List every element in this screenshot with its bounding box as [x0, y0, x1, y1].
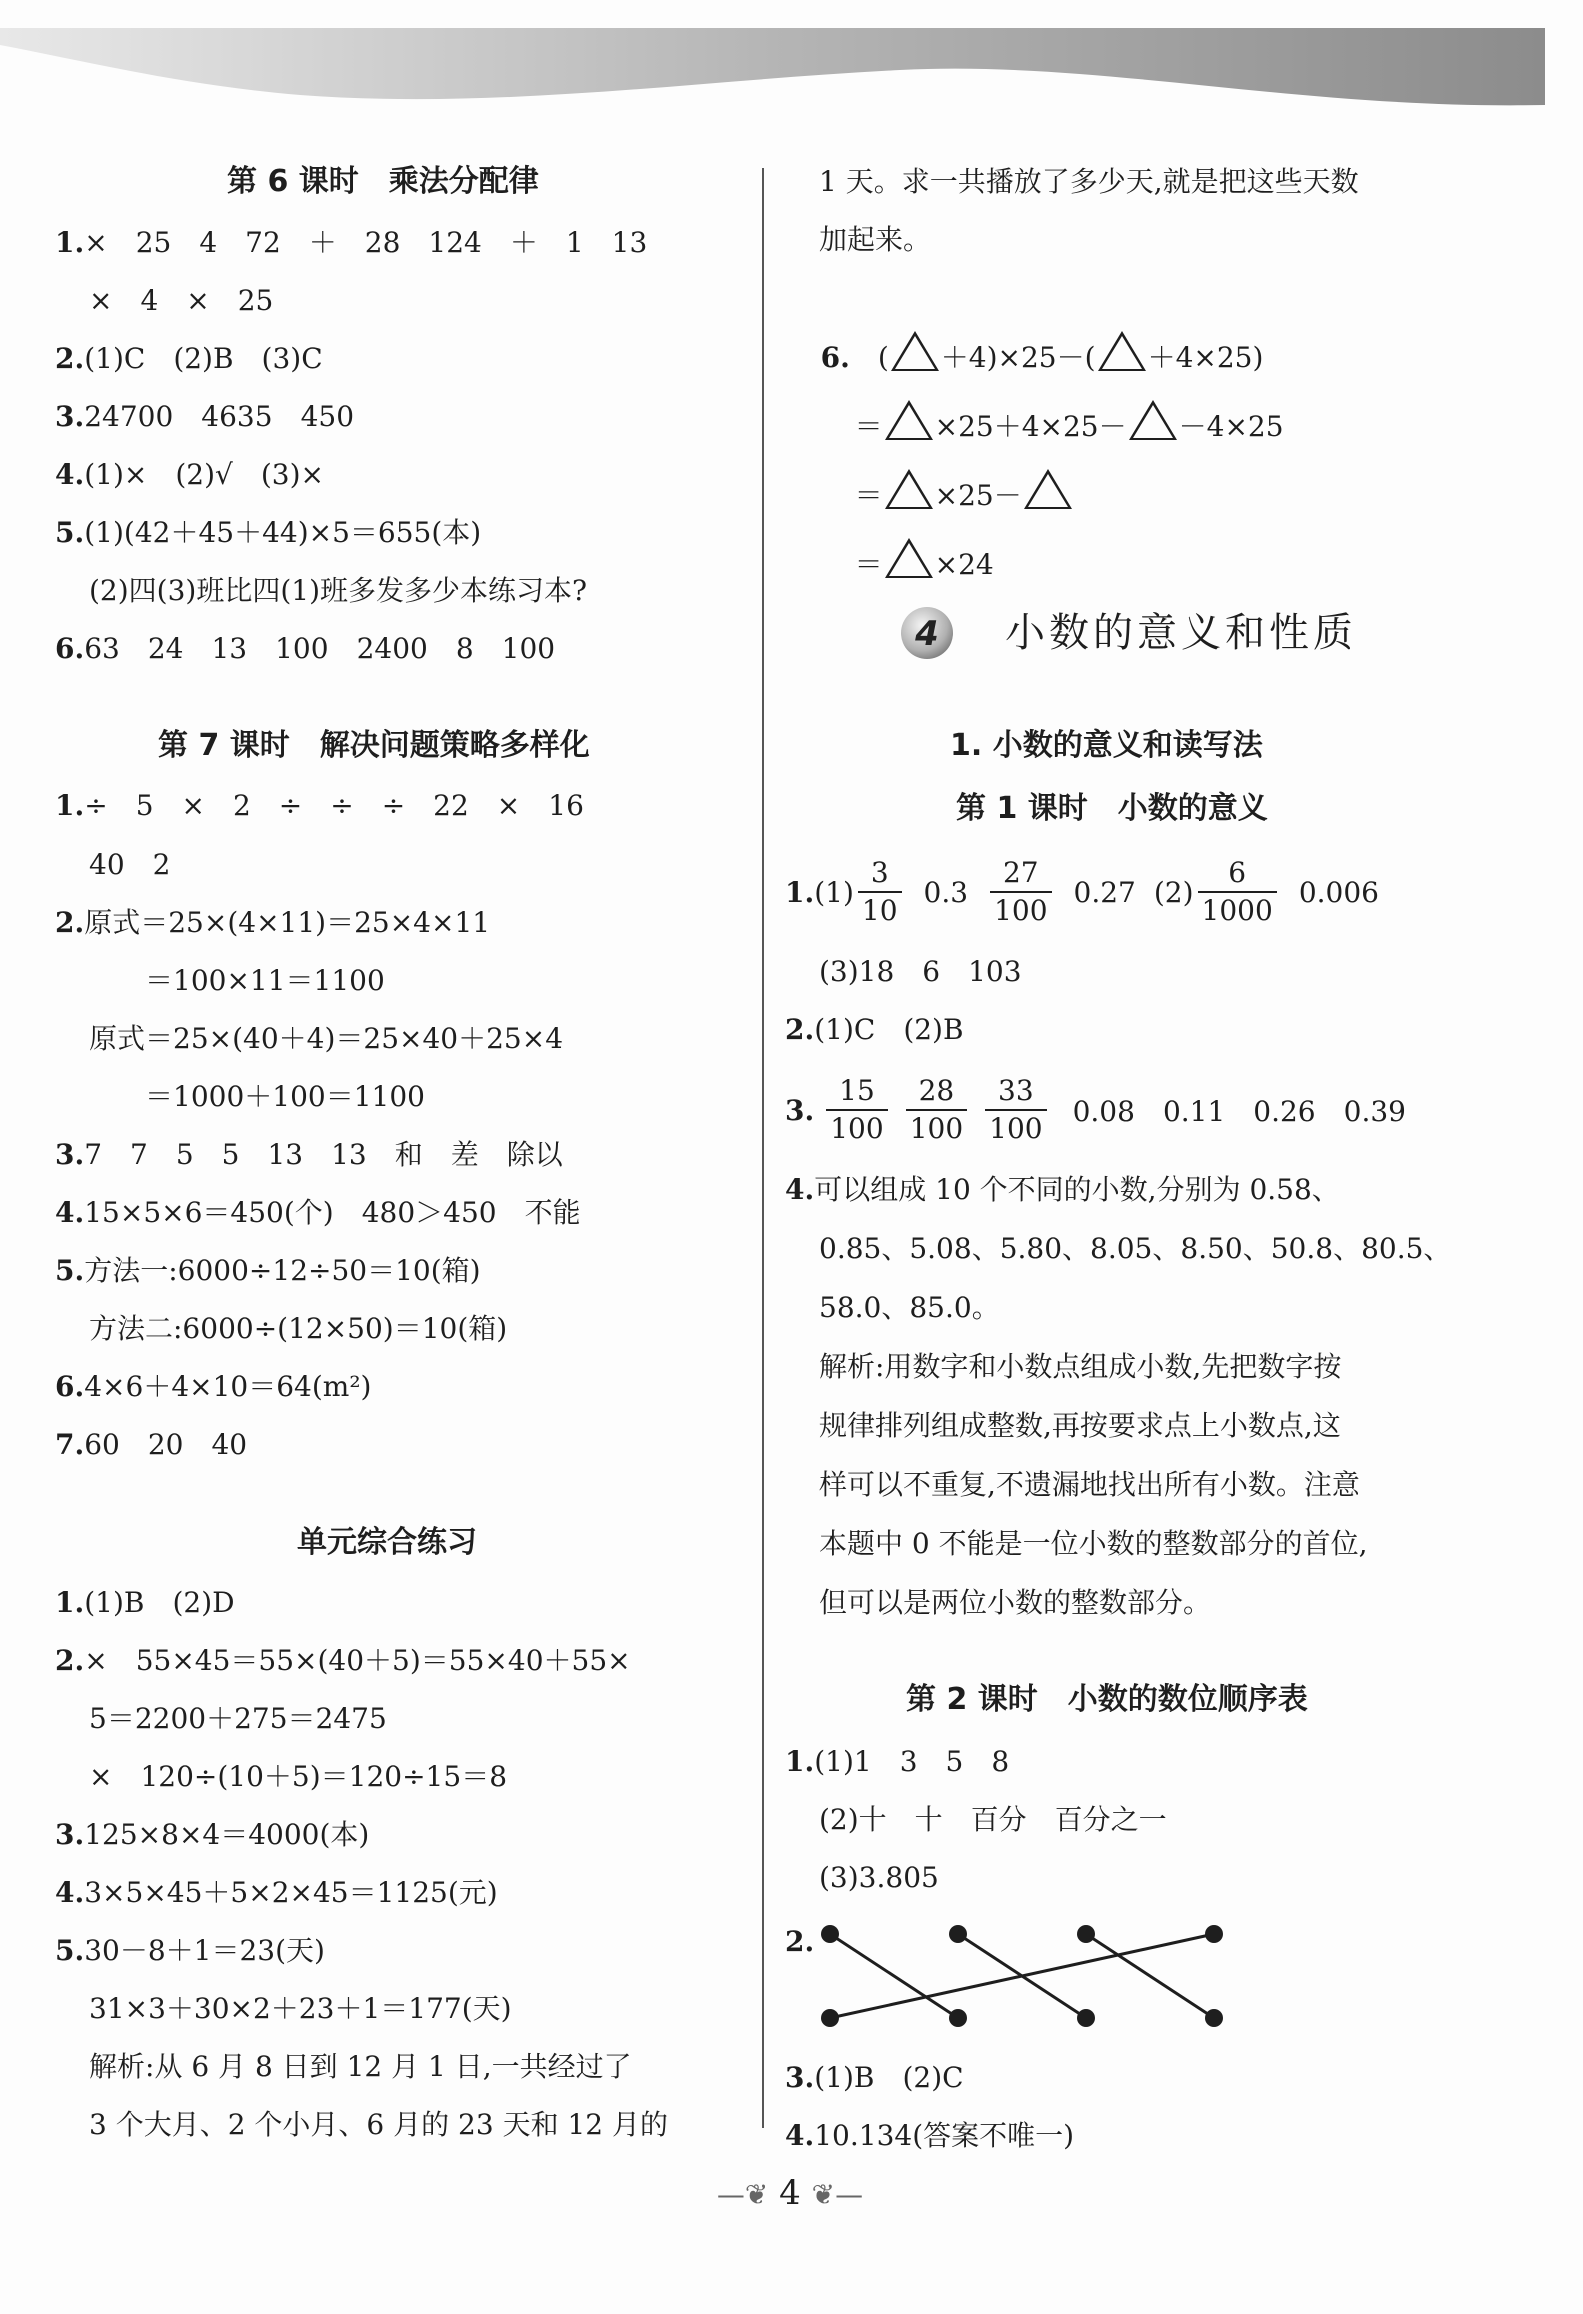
answer-line: 1. (1) $\frac{3}{10}$ 0.3 $\frac{27}{100}$ 0.27 (2) $\frac{6}{1000}$ 0.006	[785, 856, 1379, 927]
answer-line: 4.3×5×45＋5×2×45＝1125(元)	[55, 1876, 498, 1909]
fraction: $\frac{3}{10}$	[858, 855, 902, 929]
lesson-6-heading: 第 6 课时 乘法分配律	[227, 164, 539, 199]
answer-line: (2)四(3)班比四(1)班多发多少本练习本?	[89, 574, 587, 607]
answer-line: 0.85、5.08、5.80、8.05、8.50、50.8、80.5、	[819, 1232, 1452, 1265]
answer-line: 5.方法一:6000÷12÷50＝10(箱)	[55, 1254, 481, 1287]
answer-line: 3.24700 4635 450	[55, 400, 355, 433]
answer-line: 6.4×6＋4×10＝64(m²)	[55, 1370, 372, 1403]
answer-line: 加起来。	[819, 223, 932, 256]
answer-line: 1.(1)1 3 5 8	[785, 1745, 1010, 1778]
answer-line: 40 2	[89, 848, 171, 881]
lesson-1-heading: 第 1 课时 小数的意义	[956, 791, 1268, 826]
answer-line: (3)18 6 103	[819, 955, 1022, 988]
answer-line: (3)3.805	[819, 1861, 939, 1894]
answer-line: 2.	[785, 1925, 815, 1958]
answer-line: 1.÷ 5 × 2 ÷ ÷ ÷ 22 × 16	[55, 789, 584, 822]
answer-line: 解析:从 6 月 8 日到 12 月 1 日,一共经过了	[89, 2050, 632, 2083]
answer-line: 本题中 0 不能是一位小数的整数部分的首位,	[819, 1527, 1368, 1560]
fraction: $\frac{15}{100}$	[826, 1073, 887, 1147]
answer-line: 解析:用数字和小数点组成小数,先把数字按	[819, 1350, 1342, 1383]
triangle-symbol	[1024, 469, 1072, 509]
chapter-title: 小数的意义和性质	[1005, 610, 1357, 656]
sprout-icon: —❦	[716, 2178, 769, 2211]
answer-line: 4.10.134(答案不唯一)	[785, 2119, 1075, 2152]
answer-line: (2)十 十 百分 百分之一	[819, 1803, 1167, 1836]
answer-line: 2.(1)C (2)B (3)C	[55, 342, 323, 375]
answer-line: 3.(1)B (2)C	[785, 2061, 964, 2094]
answer-line: 4.15×5×6＝450(个) 480＞450 不能	[55, 1196, 581, 1229]
fraction: $\frac{6}{1000}$	[1198, 855, 1277, 929]
answer-line: 3 个大月、2 个小月、6 月的 23 天和 12 月的	[89, 2108, 669, 2141]
answer-line: 3.7 7 5 5 13 13 和 差 除以	[55, 1138, 563, 1171]
answer-line: 原式＝25×(40＋4)＝25×40＋25×4	[89, 1022, 564, 1055]
answer-line: 4.可以组成 10 个不同的小数,分别为 0.58、	[785, 1173, 1340, 1206]
triangle-symbol	[1129, 400, 1177, 440]
answer-line: 1.× 25 4 72 ＋ 28 124 ＋ 1 13	[55, 226, 648, 259]
page-footer	[690, 2168, 890, 2218]
answer-line: 58.0、85.0。	[819, 1291, 1000, 1324]
answer-line: 2.× 55×45＝55×(40＋5)＝55×40＋55×	[55, 1644, 631, 1677]
answer-line: 2.原式＝25×(4×11)＝25×4×11	[55, 906, 491, 939]
matching-diagram	[810, 1922, 1240, 2042]
answer-line: ＝ ×25＋4×25－ －4×25	[819, 352, 1284, 400]
answer-line: 但可以是两位小数的整数部分。	[819, 1586, 1212, 1619]
answer-line: 2.(1)C (2)B	[785, 1013, 964, 1046]
page-number: 4	[779, 2173, 801, 2213]
answer-line: 7.60 20 40	[55, 1428, 248, 1461]
chapter-badge-icon	[895, 605, 959, 661]
answer-line: 5＝2200＋275＝2475	[89, 1702, 387, 1735]
section-title: 1. 小数的意义和读写法	[950, 728, 1263, 763]
answer-line: 4.(1)× (2)√ (3)×	[55, 458, 324, 491]
answer-line: 6.63 24 13 100 2400 8 100	[55, 632, 556, 665]
answer-line: ＝100×11＝1100	[89, 964, 385, 997]
answer-line: × 4 × 25	[89, 284, 274, 317]
triangle-symbol	[885, 538, 933, 578]
fraction: $\frac{28}{100}$	[906, 1073, 967, 1147]
answer-line: 31×3＋30×2＋23＋1＝177(天)	[89, 1992, 512, 2025]
answer-line: 方法二:6000÷(12×50)＝10(箱)	[89, 1312, 508, 1345]
answer-line: 5.(1)(42＋45＋44)×5＝655(本)	[55, 516, 482, 549]
answer-line: 1.(1)B (2)D	[55, 1586, 235, 1619]
answer-line: ＝1000＋100＝1100	[89, 1080, 425, 1113]
answer-line: × 120÷(10＋5)＝120÷15＝8	[89, 1760, 508, 1793]
chapter-number: 4	[915, 614, 939, 654]
fraction: $\frac{33}{100}$	[985, 1073, 1046, 1147]
answer-line: 6. ( ＋4)×25－( ＋4×25)	[785, 283, 1263, 331]
answer-line: 3. $\frac{15}{100}$ $\frac{28}{100}$ $\frac{33}{100}$ 0.08 0.11 0.26 0.39	[785, 1074, 1406, 1145]
header-banner	[0, 0, 1583, 120]
sprout-icon: ❦—	[811, 2178, 864, 2211]
answer-line: 样可以不重复,不遗漏地找出所有小数。注意	[819, 1468, 1360, 1501]
answer-line: 1 天。求一共播放了多少天,就是把这些天数	[819, 165, 1359, 198]
fraction: $\frac{27}{100}$	[990, 855, 1051, 929]
answer-line: 3.125×8×4＝4000(本)	[55, 1818, 370, 1851]
lesson-2-heading: 第 2 课时 小数的数位顺序表	[906, 1682, 1308, 1717]
answer-line: 规律排列组成整数,再按要求点上小数点,这	[819, 1409, 1341, 1442]
answer-line: ＝ ×25－	[819, 421, 1074, 469]
answer-line: ＝ ×24	[819, 490, 994, 538]
lesson-7-heading: 第 7 课时 解决问题策略多样化	[158, 728, 590, 763]
answer-line: 5.30－8＋1＝23(天)	[55, 1934, 325, 1967]
column-divider	[762, 168, 764, 2128]
unit-review-heading: 单元综合练习	[297, 1525, 477, 1560]
